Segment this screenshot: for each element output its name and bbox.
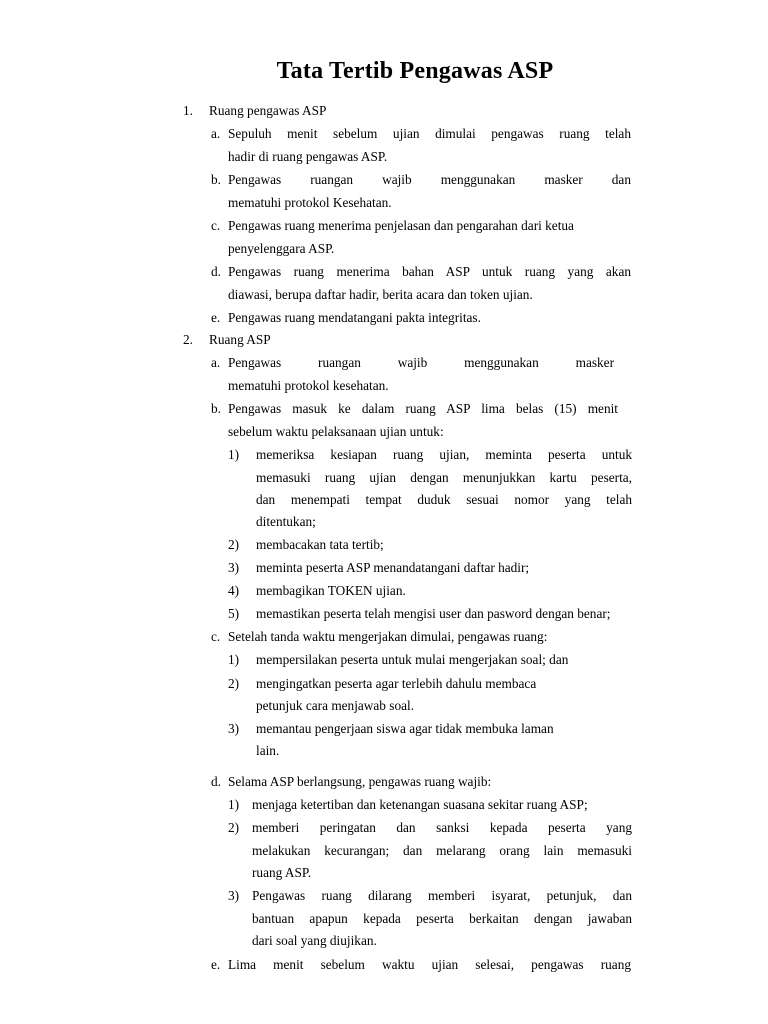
item-marker: c. (211, 629, 221, 644)
subitem-line: mengingatkan peserta agar terlebih dahulu membaca (256, 676, 537, 691)
subitem-marker: 3) (228, 560, 240, 575)
item-marker: a. (211, 126, 221, 141)
item-line: sebelum waktu pelaksanaan ujian untuk: (228, 424, 444, 439)
subitem-line: lain. (256, 743, 280, 758)
subitem-marker: 5) (228, 606, 240, 621)
item-line: Setelah tanda waktu mengerjakan dimulai, pengawas ruang: (228, 629, 548, 644)
item-line: Sepuluh menit sebelum ujian dimulai pengawas ruang telah (228, 126, 631, 141)
subitem-marker: 1) (228, 652, 240, 667)
item-line: Pengawas ruang menerima bahan ASP untuk ruang yang akan (228, 264, 631, 279)
subitem-marker: 2) (228, 820, 240, 835)
item-line: Pengawas masuk ke dalam ruang ASP lima belas (15) menit (228, 401, 618, 416)
item-line: Selama ASP berlangsung, pengawas ruang wajib: (228, 774, 492, 789)
item-line: Pengawas ruangan wajib menggunakan masker (228, 355, 614, 370)
subitem-line: meminta peserta ASP menandatangani daftar hadir; (256, 560, 530, 575)
item-line: penyelenggara ASP. (228, 241, 335, 256)
subitem-line: petunjuk cara menjawab soal. (256, 698, 415, 713)
subitem-line: menjaga ketertiban dan ketenangan suasana sekitar ruang ASP; (252, 797, 588, 812)
subitem-line: ditentukan; (256, 514, 316, 529)
subitem-marker: 2) (228, 676, 240, 691)
subitem-marker: 3) (228, 721, 240, 736)
item-marker: a. (211, 355, 221, 370)
item-line: Lima menit sebelum waktu ujian selesai, pengawas ruang (228, 957, 631, 972)
subitem-marker: 3) (228, 888, 240, 903)
subitem-line: Pengawas ruang dilarang memberi isyarat, petunjuk, dan (252, 888, 632, 903)
subitem-marker: 4) (228, 583, 240, 598)
item-marker: b. (211, 401, 221, 416)
item-line: Pengawas ruangan wajib menggunakan masker dan (228, 172, 631, 187)
item-marker: d. (211, 264, 221, 279)
section-2-heading: Ruang ASP (209, 332, 271, 347)
item-marker: c. (211, 218, 221, 233)
item-marker: e. (211, 957, 221, 972)
subitem-line: mempersilakan peserta untuk mulai mengerjakan soal; dan (256, 652, 569, 667)
item-line: Pengawas ruang mendatangani pakta integritas. (228, 310, 481, 325)
subitem-line: memantau pengerjaan siswa agar tidak membuka laman (256, 721, 554, 736)
subitem-marker: 1) (228, 797, 240, 812)
subitem-line: memasuki ruang ujian dengan menunjukkan kartu peserta, (256, 470, 632, 485)
item-line: mematuhi protokol Kesehatan. (228, 195, 392, 210)
item-marker: b. (211, 172, 221, 187)
section-1-heading: Ruang pengawas ASP (209, 103, 327, 118)
item-line: diawasi, berupa daftar hadir, berita acara dan token ujian. (228, 287, 533, 302)
item-line: mematuhi protokol kesehatan. (228, 378, 389, 393)
subitem-line: memberi peringatan dan sanksi kepada peserta yang (252, 820, 632, 835)
item-line: Pengawas ruang menerima penjelasan dan pengarahan dari ketua (228, 218, 574, 233)
subitem-marker: 1) (228, 447, 240, 462)
item-line: hadir di ruang pengawas ASP. (228, 149, 388, 164)
subitem-line: membacakan tata tertib; (256, 537, 384, 552)
page-title: Tata Tertib Pengawas ASP (276, 58, 554, 84)
subitem-line: dari soal yang diujikan. (252, 933, 377, 948)
subitem-line: ruang ASP. (252, 865, 312, 880)
subitem-line: memastikan peserta telah mengisi user dan pasword dengan benar; (256, 606, 611, 621)
section-1-marker: 1. (183, 103, 193, 118)
subitem-line: memeriksa kesiapan ruang ujian, meminta peserta untuk (256, 447, 632, 462)
item-marker: e. (211, 310, 221, 325)
section-2-marker: 2. (183, 332, 193, 347)
subitem-line: melakukan kecurangan; dan melarang orang lain memasuki (252, 843, 632, 858)
subitem-marker: 2) (228, 537, 240, 552)
subitem-line: membagikan TOKEN ujian. (256, 583, 406, 598)
subitem-line: dan menempati tempat duduk sesuai nomor yang telah (256, 492, 632, 507)
subitem-line: bantuan apapun kepada peserta berkaitan dengan jawaban (252, 911, 632, 926)
item-marker: d. (211, 774, 221, 789)
